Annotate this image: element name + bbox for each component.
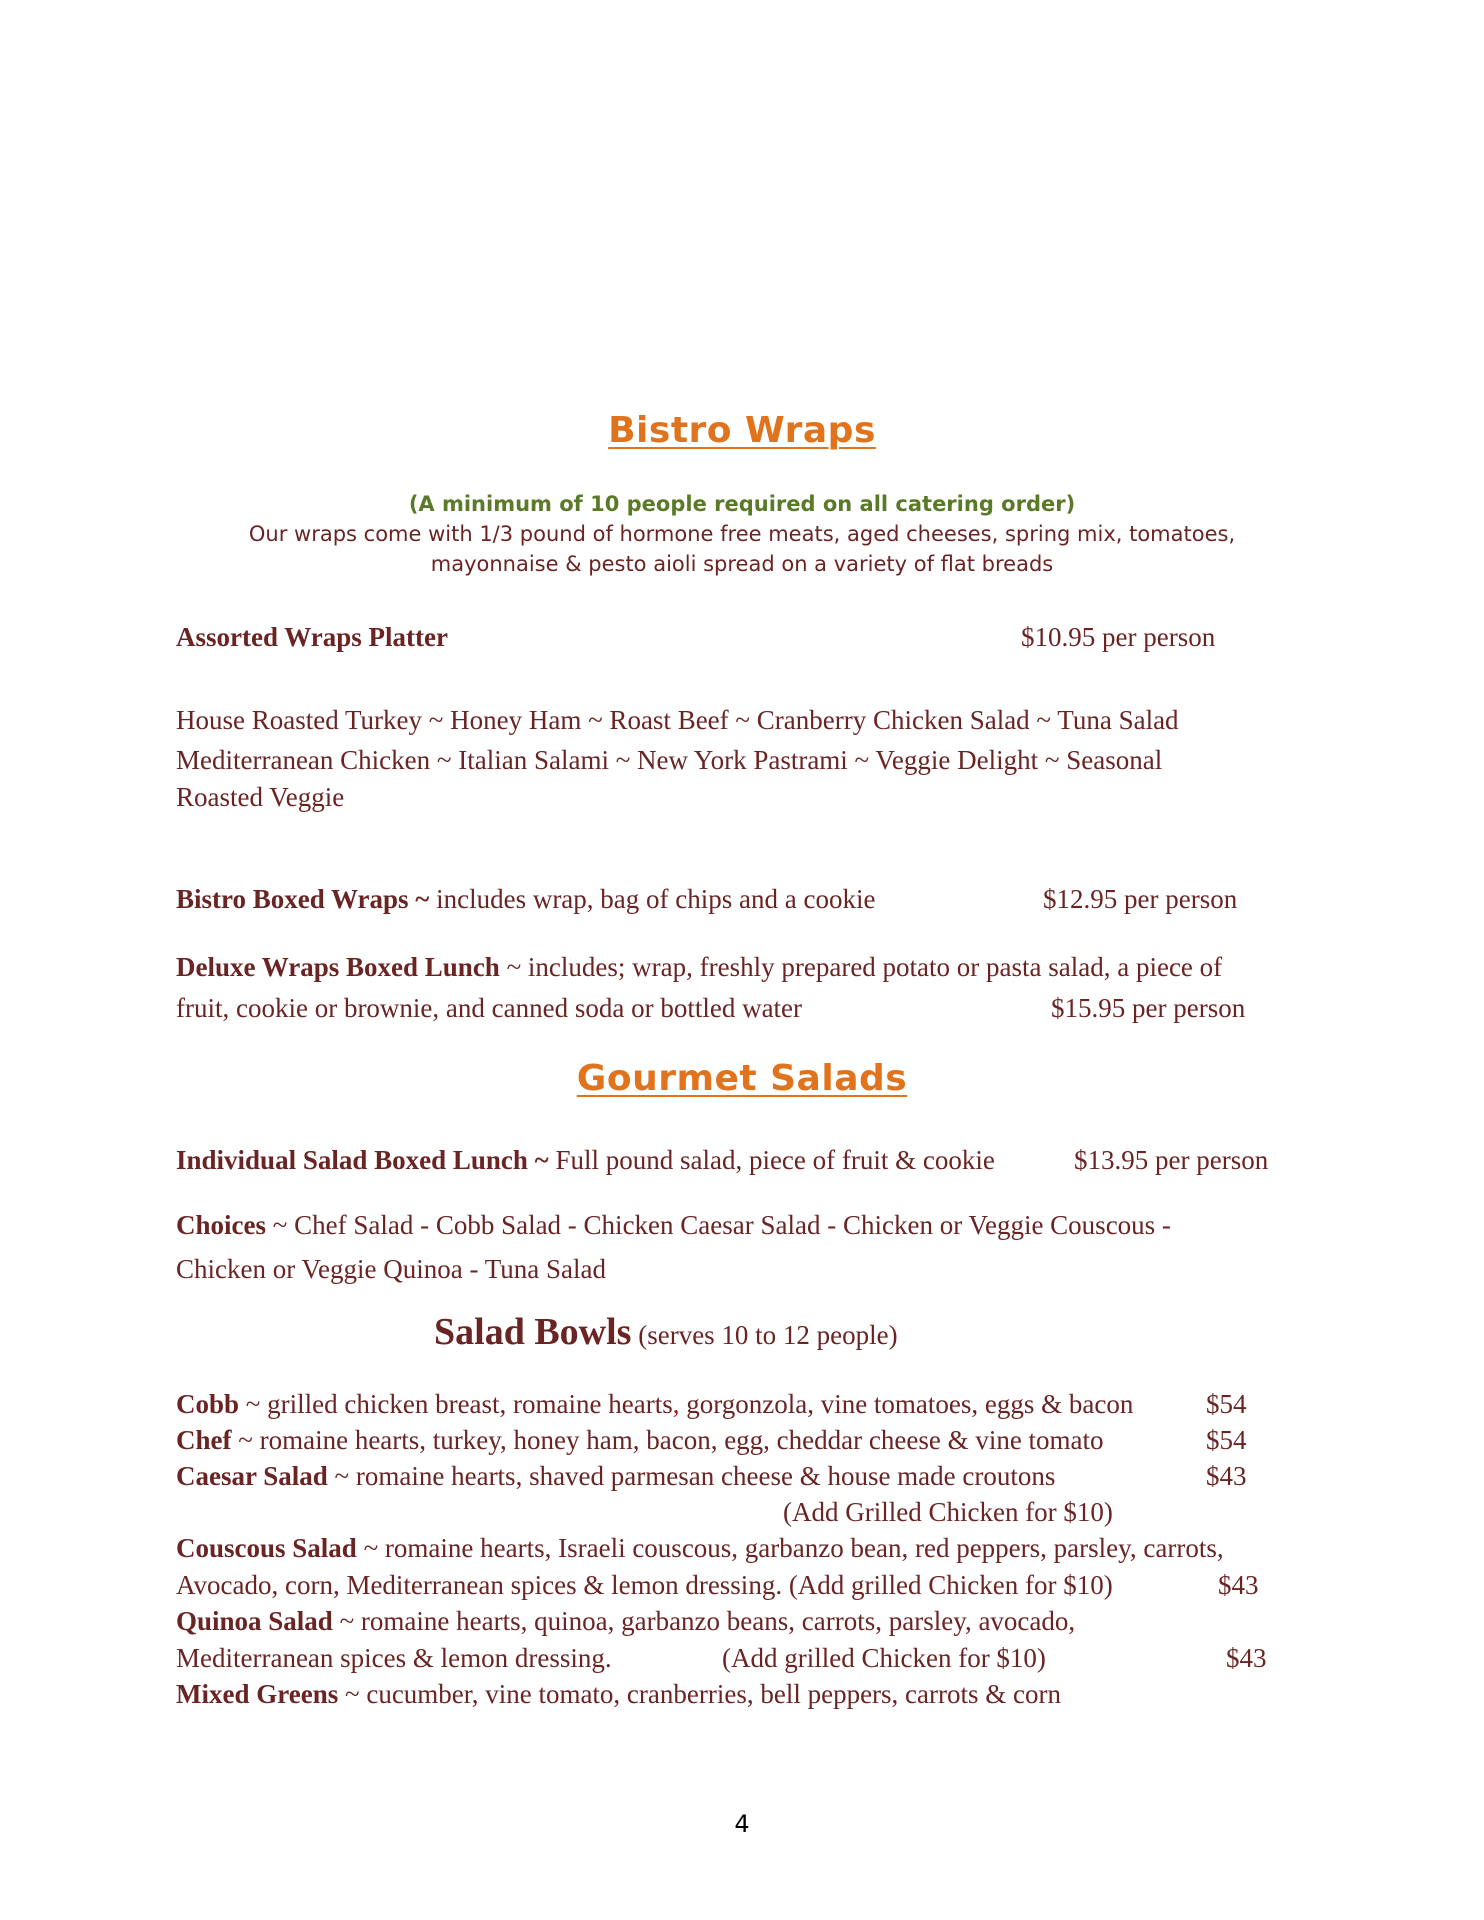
item-name: Deluxe Wraps Boxed Lunch (176, 952, 500, 982)
assorted-wraps-platter (176, 620, 448, 654)
salad-bowls-title: Salad Bowls (434, 1311, 632, 1353)
item-description: ~ grilled chicken breast, romaine hearts (239, 1389, 673, 1419)
salad-bowls-heading (434, 1310, 898, 1354)
boxed-wraps-price: $12.95 per person (1043, 884, 1238, 914)
item-description: ~ romaine hearts, Israeli couscous, garbanzo bean, red peppers, parsley, carrots, (356, 1533, 1224, 1563)
item-name: Caesar Salad (176, 1461, 328, 1491)
item-description-cont: gorgonzola, vine tomatoes, eggs & bacon (679, 1389, 1134, 1419)
quinoa-price: $43 (1226, 1643, 1267, 1673)
item-name: Assorted Wraps Platter (176, 622, 448, 652)
minimum-order-note: (A minimum of 10 people required on all catering order) (408, 492, 1076, 516)
quinoa-salad-line1 (176, 1604, 1075, 1638)
couscous-salad-line1 (176, 1531, 1224, 1565)
quinoa-salad-line2: Mediterranean spices & lemon dressing. (176, 1643, 612, 1673)
couscous-price: $43 (1218, 1570, 1259, 1600)
wrap-varieties-line3: Roasted Veggie (176, 782, 345, 812)
couscous-salad-line2: Avocado, corn, Mediterranean spices & lemon dressing. (Add grilled Chicken for $10) (176, 1570, 1113, 1600)
wraps-description-line2: mayonnaise & pesto aioli spread on a variety of flat breads (430, 552, 1054, 576)
platter-price: $10.95 per person (1021, 622, 1216, 652)
deluxe-wraps-line2: fruit, cookie or brownie, and canned soda or bottled water (176, 993, 803, 1023)
item-name: Mixed Greens (176, 1679, 339, 1709)
item-name: Chef (176, 1425, 232, 1455)
bistro-wraps-title: Bistro Wraps (608, 410, 876, 451)
wraps-description-line1: Our wraps come with 1/3 pound of hormone free meats, aged cheeses, spring mix, tomatoes, (248, 522, 1236, 546)
salad-choices-line1 (176, 1208, 1171, 1242)
gourmet-salads-title: Gourmet Salads (576, 1058, 908, 1099)
item-name: Couscous Salad (176, 1533, 357, 1563)
cobb-salad-bowl (176, 1387, 1133, 1421)
caesar-add-chicken: (Add Grilled Chicken for $10) (783, 1497, 1113, 1527)
item-description: includes wrap, bag of chips and a cookie (429, 884, 876, 914)
individual-salad-price: $13.95 per person (1074, 1145, 1269, 1175)
individual-salad-boxed-lunch (176, 1143, 995, 1177)
chef-salad-bowl (176, 1423, 1104, 1457)
item-description: ~ Chef Salad - Cobb Salad - Chicken Caesar Salad - Chicken or Veggie Couscous - (266, 1210, 1171, 1240)
wrap-varieties-line1: House Roasted Turkey ~ Honey Ham ~ Roast Beef ~ Cranberry Chicken Salad ~ Tuna Salad (176, 705, 1179, 735)
item-name: Individual Salad Boxed Lunch ~ (176, 1145, 549, 1175)
caesar-salad-bowl (176, 1459, 1055, 1493)
item-description: ~ cucumber, vine tomato, cranberries, bell peppers, carrots & corn (338, 1679, 1061, 1709)
deluxe-wraps-price: $15.95 per person (1051, 993, 1246, 1023)
quinoa-add-chicken: (Add grilled Chicken for $10) (722, 1643, 1046, 1673)
bistro-boxed-wraps (176, 882, 875, 916)
item-description: ~ romaine hearts, shaved parmesan cheese & house made croutons (327, 1461, 1056, 1491)
item-description: ~ includes; wrap, freshly prepared potato or pasta salad, a piece of (499, 952, 1223, 982)
item-name: Choices (176, 1210, 266, 1240)
page-number: 4 (734, 1810, 750, 1838)
highlighted-comma: , (672, 1389, 680, 1419)
item-description: Full pound salad, piece of fruit & cookie (548, 1145, 995, 1175)
caesar-price: $43 (1206, 1461, 1247, 1491)
deluxe-wraps-line1 (176, 950, 1222, 984)
mixed-greens-bowl (176, 1677, 1061, 1711)
cobb-price: $54 (1206, 1389, 1247, 1419)
item-description: ~ romaine hearts, turkey, honey ham, bacon, egg, cheddar cheese & vine tomato (231, 1425, 1104, 1455)
item-description: ~ romaine hearts, quinoa, garbanzo beans, carrots, parsley, avocado, (332, 1606, 1076, 1636)
salad-bowls-serving-note: (serves 10 to 12 people) (631, 1320, 898, 1350)
item-name: Bistro Boxed Wraps ~ (176, 884, 430, 914)
chef-price: $54 (1206, 1425, 1247, 1455)
wrap-varieties-line2: Mediterranean Chicken ~ Italian Salami ~ New York Pastrami ~ Veggie Delight ~ Seasonal (176, 745, 1163, 775)
salad-choices-line2: Chicken or Veggie Quinoa - Tuna Salad (176, 1254, 606, 1284)
item-name: Cobb (176, 1389, 240, 1419)
item-name: Quinoa Salad (176, 1606, 333, 1636)
